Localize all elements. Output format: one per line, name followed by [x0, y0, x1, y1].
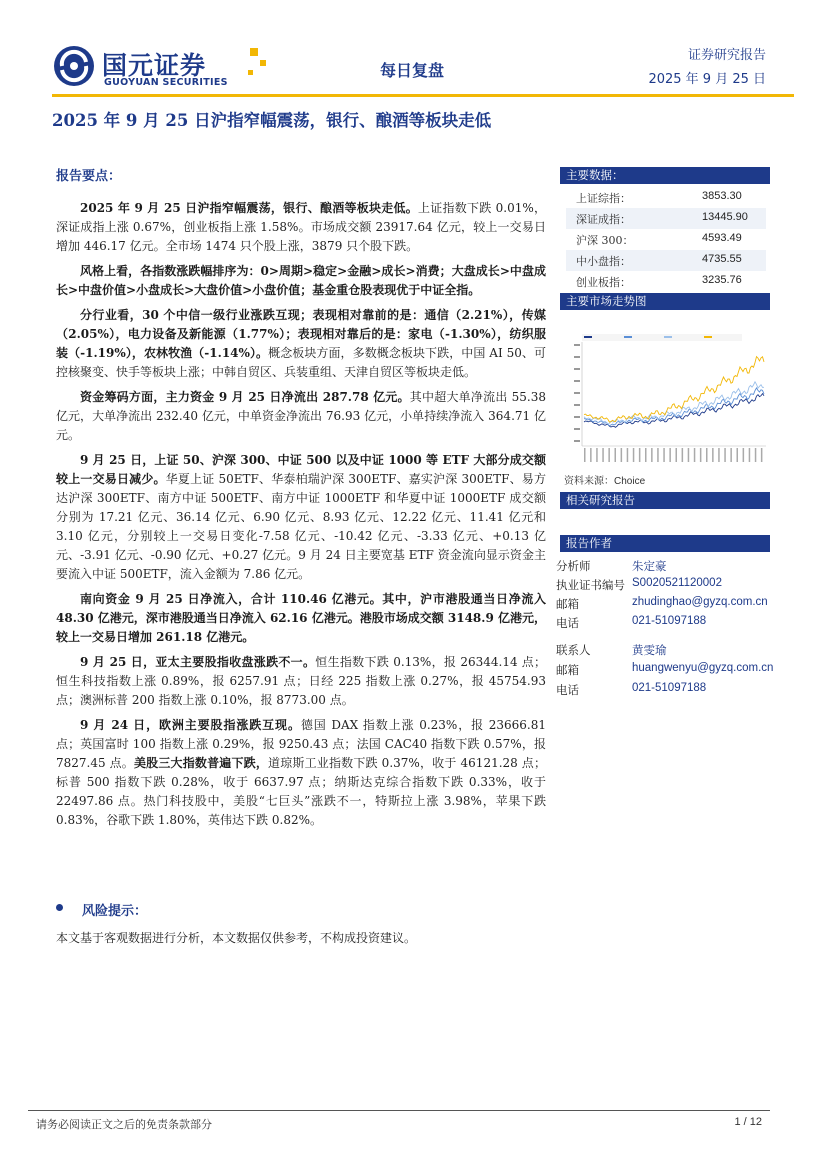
chart-x-tick	[676, 448, 678, 462]
bullet-icon	[56, 904, 63, 911]
chart-x-tick	[730, 448, 732, 462]
summary-heading: 报告要点：	[56, 169, 122, 184]
chart-x-tick	[615, 448, 617, 462]
summary-paragraph: 分行业看，30 个中信一级行业涨跌互现；表现相对靠前的是：通信（2.21%），传媒（2.05%），电力设备及新能源（1.77%）；表现相对靠后的是：家电（-1.30%），纺织服装（-1.19%），农林牧渔（-1.14%）。概念板块方面，多数概念板块下跌，中国 AI 50、可控核聚变、快手等板块上涨；中韩自贸区、兵装重组、天津自贸区等板块走低。	[56, 308, 546, 379]
chart-x-tick	[651, 448, 653, 462]
chart-x-tick	[669, 448, 671, 462]
report-summary	[56, 165, 546, 830]
chart-x-tick	[627, 448, 629, 462]
report-type: 证券研究报告	[687, 48, 766, 63]
chart-x-tick	[688, 448, 690, 462]
report-date: 2025 年 9 月 25 日	[648, 72, 766, 87]
chart-legend	[582, 334, 742, 341]
risk-heading: 风险提示：	[82, 904, 148, 919]
summary-paragraph: 9 月 24 日，欧洲主要股指涨跌互现。德国 DAX 指数上涨 0.23%，报 23666.81 点；英国富时 100 指数上涨 0.29%，报 9250.43 点；法国 CAC40 指数下跌 0.57%，报 7827.45 点。美股三大指数普遍下跌，道琼斯工业指数下跌 0.37%，收于 46121.28 点；标普 500 指数下跌 0.28%，收于 6637.97 点；纳斯达克综合指数下跌 0.33%，收于 22497.86 点。热门科技股中，美股“七巨头”涨跌不一，特斯拉上涨 3.98%，苹果下跌 0.83%，谷歌下跌 1.80%，英伟达下跌 0.82%。	[56, 718, 547, 827]
logo-accent-square	[248, 70, 253, 75]
chart-series-line	[584, 357, 764, 423]
chart-x-tick	[724, 448, 726, 462]
chart-x-tick	[737, 448, 739, 462]
main-data-row: 创业板指： 3235.76	[576, 274, 742, 289]
authors-heading: 报告作者	[560, 535, 770, 552]
chart-x-tick	[706, 448, 708, 462]
brand-logo	[52, 44, 272, 94]
chart-x-tick	[639, 448, 641, 462]
chart-x-tick	[749, 448, 751, 462]
brand-name-cn: 国元证券	[102, 51, 207, 80]
main-data-row: 沪深 300： 4593.49	[576, 232, 742, 247]
chart-x-tick	[755, 448, 757, 462]
chart-x-tick	[584, 448, 586, 462]
chart-x-tick	[590, 448, 592, 462]
main-data-heading: 主要数据：	[560, 167, 770, 184]
chart-y-ticks	[574, 344, 580, 442]
market-trend-chart	[560, 324, 770, 472]
chart-x-tick	[596, 448, 598, 462]
chart-series	[584, 357, 764, 428]
chart-x-ticks	[584, 448, 762, 462]
chart-x-tick	[694, 448, 696, 462]
summary-paragraph: 风格上看，各指数涨跌幅排序为：0>周期>稳定>金融>成长>消费；大盘成长>中盘成长>中盘价值>小盘成长>大盘价值>小盘价值；基金重仓股表现优于中证全指。	[56, 264, 546, 297]
chart-x-tick	[663, 448, 665, 462]
chart-series-line	[584, 382, 764, 424]
summary-paragraph: 资金筹码方面，主力资金 9 月 25 日净流出 287.78 亿元。其中超大单净流出 55.38 亿元，大单净流出 232.40 亿元，中单资金净流出 76.93 亿元，小单持续净流入 364.71 亿元。	[56, 390, 546, 442]
chart-x-tick	[761, 448, 763, 462]
chart-x-tick	[718, 448, 720, 462]
header-divider	[52, 94, 794, 97]
chart-x-tick	[743, 448, 745, 462]
footer-divider	[28, 1110, 770, 1111]
chart-x-tick	[621, 448, 623, 462]
chart-axes	[582, 342, 766, 446]
footer-notice: 请务必阅读正文之后的免责条款部分	[36, 1118, 212, 1131]
page-number: 1 / 12	[734, 1116, 762, 1128]
summary-paragraph: 9 月 25 日，亚太主要股指收盘涨跌不一。恒生指数下跌 0.13%，报 26344.14 点；恒生科技指数上涨 0.89%，报 6257.91 点；日经 225 指数上涨 0.27%，报 45754.93 点；澳洲标普 200 指数上涨 0.10%，报 8773.00 点。	[56, 655, 546, 707]
chart-series-line	[584, 388, 764, 426]
summary-paragraph: 2025 年 9 月 25 日沪指窄幅震荡，银行、酿酒等板块走低。上证指数下跌 0.01%，深证成指上涨 0.67%，创业板指上涨 1.58%。市场成交额 23917.64 亿元，较上一交易日增加 446.17 亿元。全市场 1474 只个股上涨，3879 只个股下跌。	[56, 201, 547, 253]
section-label: 每日复盘	[380, 61, 445, 80]
risk-text: 本文基于客观数据进行分析，本文数据仅供参考，不构成投资建议。	[56, 931, 417, 945]
chart-x-tick	[700, 448, 702, 462]
main-data-row: 深证成指： 13445.90	[566, 208, 766, 229]
chart-x-tick	[633, 448, 635, 462]
logo-accent-square	[250, 48, 258, 56]
chart-x-tick	[602, 448, 604, 462]
guoyuan-logo-icon	[52, 44, 96, 88]
page-title: 2025 年 9 月 25 日沪指窄幅震荡，银行、酿酒等板块走低	[52, 111, 492, 130]
main-data-row: 上证综指： 3853.30	[576, 190, 742, 205]
chart-x-tick	[682, 448, 684, 462]
summary-paragraph: 南向资金 9 月 25 日净流入，合计 110.46 亿港元。其中，沪市港股通当日净流入 48.30 亿港元，深市港股通当日净流入 62.16 亿港元。港股市场成交额 3148.9 亿港元，较上一交易日增加 261.18 亿港元。	[56, 592, 546, 644]
summary-paragraph: 9 月 25 日，上证 50、沪深 300、中证 500 以及中证 1000 等 ETF 大部分成交额较上一交易日减少。华夏上证 50ETF、华泰柏瑞沪深 300ETF、嘉实沪深 300ETF、易方达沪深 300ETF、南方中证 500ETF、南方中证 1000ETF 和华夏中证 1000ETF 成交额分别为 17.21 亿元、36.14 亿元、6.90 亿元、8.93 亿元、12.22 亿元、11.41 亿元和 3.10 亿元，分别较上一交易日变化-7.58 亿元、-10.42 亿元、-3.33 亿元、+0.13 亿元、-3.91 亿元、-0.90 亿元、+0.27 亿元。9 月 24 日主要宽基 ETF 资金流向显示资金主要流入中证 500ETF，流入金额为 7.86 亿元。	[56, 453, 546, 581]
main-data-row: 中小盘指： 4735.55	[566, 250, 766, 271]
related-reports-heading: 相关研究报告	[560, 492, 770, 509]
chart-x-tick	[657, 448, 659, 462]
market-chart-heading: 主要市场走势图	[560, 293, 770, 310]
chart-x-tick	[608, 448, 610, 462]
brand-name-en: GUOYUAN SECURITIES	[104, 77, 228, 88]
chart-source: 资料来源：Choice	[564, 476, 646, 487]
contact-email-link[interactable]: huangwenyu@gyzq.com.cn	[632, 662, 774, 674]
chart-x-tick	[712, 448, 714, 462]
logo-accent-square	[260, 60, 266, 66]
chart-x-tick	[645, 448, 647, 462]
analyst-email-link[interactable]: zhudinghao@gyzq.com.cn	[632, 596, 768, 608]
